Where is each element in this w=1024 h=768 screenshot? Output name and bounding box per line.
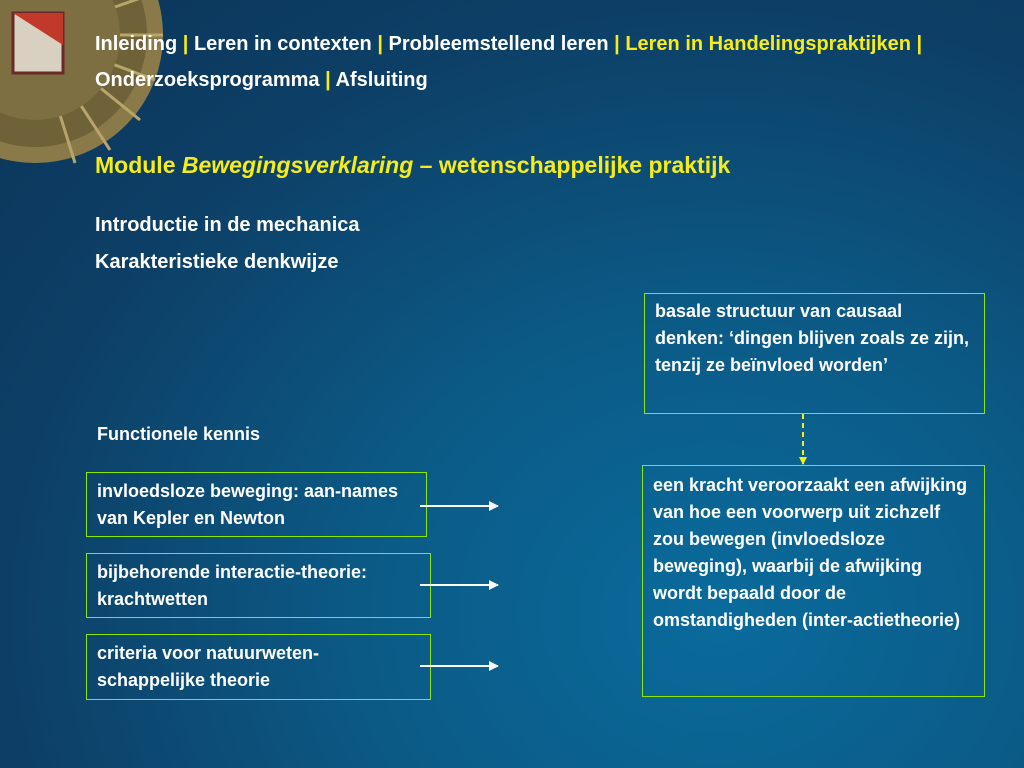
nav-separator: | (916, 33, 923, 55)
nav-item-onderzoeksprogramma[interactable]: Onderzoeksprogramma (95, 69, 320, 91)
force-definition-box: een kracht veroorzaakt een afwijking van hoe een voorwerp uit zichzelf zou bewegen (invloedsloze beweging), waarbij de afwijking wordt bepaald door de omstandigheden (inter-actietheorie) (642, 465, 985, 697)
nav-separator: | (325, 69, 331, 91)
module-title (95, 152, 730, 179)
nav-separator: | (614, 33, 620, 55)
nav-item-leren-in-handelingspraktijken[interactable]: Leren in Handelingspraktijken (625, 33, 911, 55)
nav-separator: | (182, 33, 189, 55)
nav-item-probleemstellend-leren[interactable]: Probleemstellend leren (388, 33, 609, 55)
module-suffix: – wetenschappelijke praktijk (419, 152, 731, 178)
subtitle-denkwijze: Karakteristieke denkwijze (95, 251, 339, 273)
nav-item-leren-in-contexten[interactable]: Leren in contexten (193, 33, 372, 55)
module-name: Bewegingsverklaring (181, 152, 414, 178)
knowledge-box-kepler-newton: invloedsloze beweging: aan-names van Kepler en Newton (86, 472, 427, 537)
causal-thinking-box: basale structuur van causaal denken: ‘dingen blijven zoals ze zijn, tenzij ze beïnvloed worden’ (644, 293, 985, 414)
subtitle-mechanica: Introductie in de mechanica (95, 214, 360, 236)
nav-separator: | (377, 33, 383, 55)
functional-knowledge-label: Functionele kennis (97, 424, 261, 444)
nav-item-inleiding[interactable]: Inleiding (95, 33, 178, 55)
module-prefix: Module (95, 152, 176, 178)
knowledge-box-criteria: criteria voor natuurweten-schappelijke theorie (86, 634, 431, 700)
section-navigation (95, 26, 995, 98)
knowledge-box-krachtwetten: bijbehorende interactie-theorie: krachtwetten (86, 553, 431, 618)
nav-item-afsluiting[interactable]: Afsluiting (335, 69, 428, 91)
